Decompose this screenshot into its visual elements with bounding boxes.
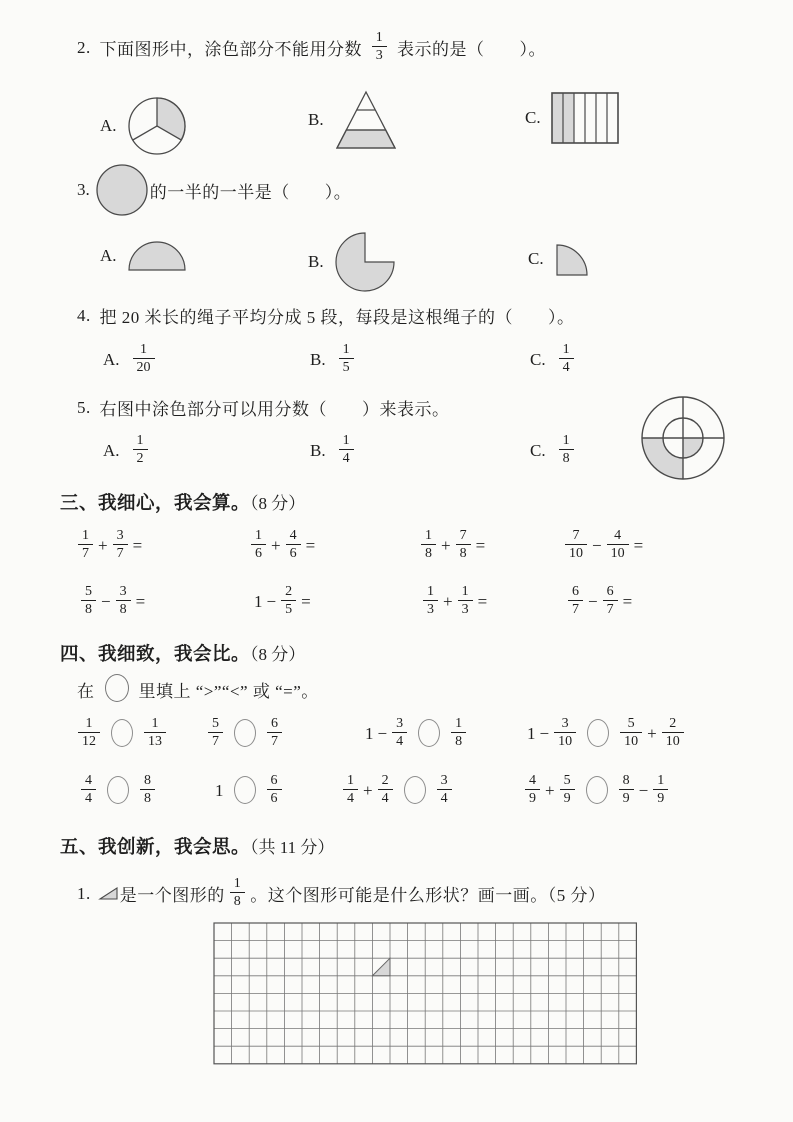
option-c-label: C. (528, 249, 544, 268)
expression-token: = (132, 535, 143, 555)
section-3-title: 三、我细心，我会算。 (60, 492, 251, 513)
section-4-header (60, 640, 305, 666)
fraction: $\frac{6}{6}$ (267, 773, 282, 808)
fraction: $\frac{3}{4}$ (437, 773, 452, 808)
option-b-label: B. (310, 349, 326, 369)
question-3-option-a (100, 240, 187, 272)
question-1-text-after: 。这个图形可能是什么形状？画一画。（5 分） (250, 886, 606, 906)
drawing-grid[interactable] (213, 922, 638, 1065)
section-4-points: （8 分） (250, 645, 306, 664)
target-circles-figure (638, 394, 728, 484)
fill-circle-icon (105, 674, 129, 702)
fraction: $\frac{8}{8}$ (140, 773, 155, 808)
expression-token: + (441, 535, 451, 555)
comparison-circle[interactable] (418, 719, 440, 747)
question-5-option-c (530, 433, 577, 468)
expression-token: − (539, 723, 550, 743)
fraction: $\frac{4}{10}$ (607, 528, 629, 563)
three-quarter-circle-figure (334, 230, 396, 294)
question-4-option-a (103, 342, 158, 377)
fraction: $\frac{6}{7}$ (603, 584, 618, 619)
expression-token: + (443, 591, 453, 611)
expression-token: + (545, 780, 555, 800)
expression-token: − (101, 591, 111, 611)
fraction: $\frac{1}{5}$ (339, 342, 354, 377)
question-1-number: 1. (77, 883, 91, 903)
calc-expression (418, 528, 487, 563)
fraction: $\frac{4}{9}$ (525, 773, 540, 808)
fraction: $\frac{2}{10}$ (662, 716, 684, 751)
question-2-number: 2. (77, 37, 91, 57)
option-b-value (336, 433, 357, 468)
compare-expression (213, 773, 285, 808)
expression-token: = (301, 591, 311, 611)
question-3-text-after: 的一半的一半是（ ）。 (149, 182, 352, 202)
fraction: $\frac{2}{4}$ (378, 773, 393, 808)
fraction: $\frac{1}{7}$ (78, 528, 93, 563)
fraction: $\frac{3}{4}$ (392, 716, 407, 751)
question-3-number: 3. (77, 180, 90, 199)
question-3-text (75, 163, 353, 217)
expression-token: 1 (215, 780, 224, 800)
instruction-after: 里填上 “>”“<” 或 “=”。 (138, 682, 319, 701)
fraction-one-eighth (227, 876, 249, 910)
semicircle-figure (127, 240, 187, 272)
expression-token: + (363, 780, 373, 800)
fraction: $\frac{1}{2}$ (133, 433, 148, 468)
expression-token: = (633, 535, 644, 555)
question-5-text (75, 395, 452, 420)
fraction: $\frac{5}{9}$ (560, 773, 575, 808)
fraction: $\frac{6}{7}$ (267, 716, 282, 751)
fraction: $\frac{1}{20}$ (133, 342, 155, 377)
option-a-label: A. (100, 246, 117, 265)
option-c-label: C. (530, 349, 546, 369)
fraction: $\frac{4}{4}$ (81, 773, 96, 808)
comparison-circle[interactable] (107, 776, 129, 804)
option-b-value (336, 342, 357, 377)
section-3-points: （8 分） (250, 494, 306, 513)
expression-token: − (377, 723, 388, 743)
instruction-before: 在 (77, 682, 95, 701)
fraction: $\frac{5}{7}$ (208, 716, 223, 751)
option-a-label: A. (100, 116, 117, 135)
compare-expression (363, 716, 469, 751)
expression-token: = (135, 591, 146, 611)
shaded-circle-figure (96, 163, 148, 217)
section-4-instruction (75, 674, 321, 705)
question-2-option-a (100, 95, 187, 157)
fraction: $\frac{1}{3}$ (372, 30, 388, 65)
question-1-text-mid: 是一个图形的 (119, 886, 225, 906)
comparison-circle[interactable] (234, 776, 256, 804)
fraction: $\frac{1}{8}$ (559, 433, 574, 468)
question-4-number: 4. (77, 305, 91, 325)
fraction: $\frac{2}{5}$ (281, 584, 296, 619)
comparison-circle[interactable] (234, 719, 256, 747)
comparison-circle[interactable] (586, 776, 608, 804)
fraction: $\frac{1}{8}$ (421, 528, 436, 563)
calc-expression (75, 528, 144, 563)
fraction: $\frac{1}{4}$ (339, 433, 354, 468)
fraction: $\frac{1}{8}$ (451, 716, 466, 751)
fraction: $\frac{3}{10}$ (554, 716, 576, 751)
fraction: $\frac{1}{9}$ (653, 773, 668, 808)
question-2-text-after: 表示的是（ ）。 (397, 40, 546, 60)
quarter-circle-figure (554, 240, 590, 278)
calc-expression (420, 584, 489, 619)
question-3-option-c (528, 240, 590, 278)
expression-token: 1 (365, 723, 374, 743)
expression-token: − (592, 535, 602, 555)
section-5-points: （共 11 分） (250, 838, 335, 857)
calc-expression (565, 584, 634, 619)
compare-expression (78, 773, 158, 808)
question-4-text (75, 303, 577, 328)
option-a-value (130, 342, 158, 377)
option-c-label: C. (525, 108, 541, 127)
question-2-option-c (525, 92, 619, 144)
option-c-value (556, 433, 577, 468)
option-a-label: A. (103, 440, 120, 460)
option-b-label: B. (308, 252, 324, 271)
fraction: $\frac{3}{8}$ (116, 584, 131, 619)
fraction: $\frac{7}{8}$ (456, 528, 471, 563)
section-5-title: 五、我创新，我会思。 (60, 836, 251, 857)
comparison-circle[interactable] (404, 776, 426, 804)
question-4-option-c (530, 342, 577, 377)
compare-expression (522, 773, 671, 808)
question-5-number: 5. (77, 397, 91, 417)
section-4-title: 四、我细致，我会比。 (60, 643, 251, 664)
circle-thirds-figure (127, 95, 187, 157)
compare-expression (525, 716, 687, 751)
fraction: $\frac{8}{9}$ (619, 773, 634, 808)
calc-expression (252, 584, 313, 619)
fraction-one-third (369, 30, 391, 64)
option-a-label: A. (103, 349, 120, 369)
compare-expression (340, 773, 455, 808)
fraction: $\frac{1}{3}$ (458, 584, 473, 619)
expression-token: + (271, 535, 281, 555)
calc-expression (248, 528, 317, 563)
fraction: $\frac{5}{10}$ (620, 716, 642, 751)
expression-token: − (638, 780, 649, 800)
fraction: $\frac{6}{7}$ (568, 584, 583, 619)
grid-unit-triangle (372, 958, 390, 976)
fraction: $\frac{3}{7}$ (113, 528, 128, 563)
expression-token: = (475, 535, 486, 555)
calc-expression (78, 584, 147, 619)
calc-expression (562, 528, 645, 563)
option-b-label: B. (310, 440, 326, 460)
fraction: $\frac{1}{3}$ (423, 584, 438, 619)
compare-expression (205, 716, 285, 751)
expression-token: + (647, 723, 657, 743)
comparison-circle[interactable] (111, 719, 133, 747)
question-5-option-a (103, 433, 151, 468)
section-5-question-1 (75, 876, 608, 911)
question-3-option-b (308, 230, 396, 294)
section-5-header (60, 833, 334, 859)
expression-token: − (266, 591, 277, 611)
question-4-option-b (310, 342, 357, 377)
comparison-circle[interactable] (587, 719, 609, 747)
question-5-text-body: 右图中涂色部分可以用分数（ ）来表示。 (99, 400, 450, 419)
expression-token: = (477, 591, 488, 611)
question-2-text-before: 下面图形中，涂色部分不能用分数 (99, 40, 362, 60)
rect-sixths-figure (551, 92, 619, 144)
question-2-option-b (308, 90, 398, 150)
expression-token: 1 (254, 591, 263, 611)
fraction: $\frac{4}{6}$ (286, 528, 301, 563)
fraction: $\frac{1}{6}$ (251, 528, 266, 563)
fraction: $\frac{1}{12}$ (78, 716, 100, 751)
option-b-label: B. (308, 110, 324, 129)
option-a-value (130, 433, 151, 468)
option-c-label: C. (530, 440, 546, 460)
compare-expression (75, 716, 169, 751)
expression-token: = (305, 535, 316, 555)
fraction: $\frac{1}{13}$ (144, 716, 166, 751)
fraction: $\frac{7}{10}$ (565, 528, 587, 563)
fraction: $\frac{5}{8}$ (81, 584, 96, 619)
question-2-text (75, 30, 548, 65)
expression-token: = (622, 591, 633, 611)
section-3-header (60, 489, 305, 515)
expression-token: 1 (527, 723, 536, 743)
expression-token: − (588, 591, 598, 611)
triangle-bands-figure (334, 90, 398, 150)
unit-triangle-icon (99, 886, 118, 900)
expression-token: + (98, 535, 108, 555)
question-4-text-body: 把 20 米长的绳子平均分成 5 段，每段是这根绳子的（ ）。 (99, 308, 575, 327)
question-5-option-b (310, 433, 357, 468)
fraction: $\frac{1}{4}$ (343, 773, 358, 808)
option-c-value (556, 342, 577, 377)
fraction: $\frac{1}{8}$ (230, 876, 246, 911)
fraction: $\frac{1}{4}$ (559, 342, 574, 377)
